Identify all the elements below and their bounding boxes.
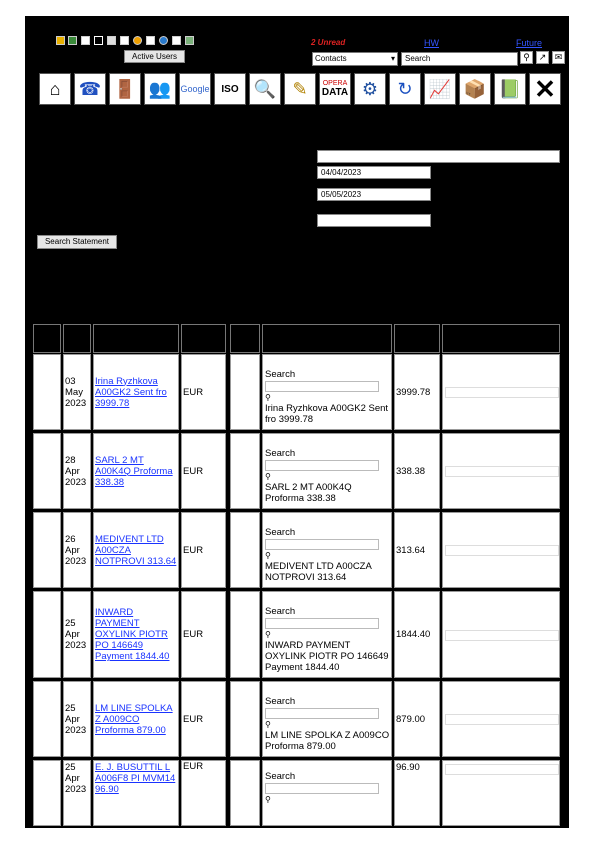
search-label: Search xyxy=(265,448,296,459)
blank-cell xyxy=(230,433,260,509)
unread-count[interactable]: 2 Unread xyxy=(311,38,346,47)
date-year: 2023 xyxy=(65,476,87,488)
transaction-link[interactable]: LM LINE SPOLKA Z A009CO Proforma 879.00 xyxy=(95,702,173,736)
search-cell xyxy=(262,760,392,826)
action-input[interactable] xyxy=(445,466,559,477)
currency-cell xyxy=(181,354,226,430)
account-field[interactable] xyxy=(317,150,560,163)
date-cell xyxy=(63,760,91,826)
date-month: Apr xyxy=(65,629,80,640)
transaction-link[interactable]: MEDIVENT LTD A00CZA NOTPROVI 313.64 xyxy=(95,533,177,567)
date-cell xyxy=(63,591,91,678)
search-icon[interactable]: ⚲ xyxy=(265,630,271,639)
amount-text: 313.64 xyxy=(396,544,426,556)
action-input[interactable] xyxy=(445,545,559,556)
row-blank-cell xyxy=(33,512,61,588)
search-cell xyxy=(262,354,392,430)
search-label: Search xyxy=(265,606,296,617)
date-cell xyxy=(63,681,91,757)
header-cell-2 xyxy=(63,324,91,353)
action-cell xyxy=(442,760,560,826)
chart-icon[interactable]: 📈 xyxy=(424,73,456,105)
home-icon[interactable]: ⌂ xyxy=(39,73,71,105)
search-label: Search xyxy=(265,527,296,538)
date-day: 25 xyxy=(65,702,76,714)
web-icon[interactable] xyxy=(159,36,168,45)
description-cell xyxy=(93,354,179,430)
search-result-text: Irina Ryzhkova A00GK2 Sent fro 3999.78 xyxy=(265,403,389,425)
amount-text: 338.38 xyxy=(396,465,426,477)
globe-icon[interactable] xyxy=(68,36,77,45)
row-search-input[interactable] xyxy=(265,618,379,629)
description-cell xyxy=(93,512,179,588)
search-statement-button[interactable]: Search Statement xyxy=(37,235,117,249)
search-icon[interactable]: ⚲ xyxy=(265,472,271,481)
amount-cell xyxy=(394,760,440,826)
date-text xyxy=(65,455,86,488)
book-icon[interactable]: 📗 xyxy=(494,73,526,105)
search-cell xyxy=(262,591,392,678)
close-icon[interactable]: ✕ xyxy=(529,73,561,105)
google-icon-text: Google xyxy=(180,84,210,94)
search-icon[interactable]: ⚲ xyxy=(520,51,533,64)
amount-cell xyxy=(394,433,440,509)
calendar-icon[interactable] xyxy=(120,36,129,45)
currency-text: EUR xyxy=(183,386,204,398)
note-icon[interactable] xyxy=(172,36,181,45)
date-day: 25 xyxy=(65,762,76,773)
table-row xyxy=(33,681,562,757)
iso-icon[interactable] xyxy=(214,73,246,105)
transaction-link[interactable]: INWARD PAYMENT OXYLINK PIOTR PO 146649 Payment 1844.40 xyxy=(95,607,170,662)
currency-cell xyxy=(181,512,226,588)
app-frame xyxy=(25,16,569,828)
bug-icon[interactable] xyxy=(94,36,103,45)
amount-text: 3999.78 xyxy=(396,386,431,398)
star-icon[interactable] xyxy=(56,36,65,45)
google-icon[interactable] xyxy=(179,73,211,105)
amount-cell xyxy=(394,354,440,430)
exit-door-icon[interactable]: 🚪 xyxy=(109,73,141,105)
search-icon[interactable]: ⚲ xyxy=(265,720,271,729)
table-row xyxy=(33,760,562,826)
search-result-text: LM LINE SPOLKA Z A009CO Proforma 879.00 xyxy=(265,730,390,752)
description-cell xyxy=(93,591,179,678)
action-cell xyxy=(442,512,560,588)
contacts-select-value: Contacts xyxy=(315,54,347,63)
data-icon[interactable] xyxy=(319,73,351,105)
date-text xyxy=(65,703,86,736)
amount-text: 1844.40 xyxy=(396,629,431,640)
currency-text: EUR xyxy=(183,629,204,640)
action-cell xyxy=(442,591,560,678)
date-from-field[interactable]: 04/04/2023 xyxy=(317,166,431,179)
row-blank-cell xyxy=(33,591,61,678)
contacts-select[interactable] xyxy=(312,52,398,66)
header-cell-5 xyxy=(230,324,260,353)
top-search-input[interactable]: Search xyxy=(401,52,518,66)
row-search-input[interactable] xyxy=(265,539,379,550)
row-search-input[interactable] xyxy=(265,460,379,471)
date-month: Apr xyxy=(65,465,80,477)
date-day: 26 xyxy=(65,533,76,545)
currency-cell xyxy=(181,681,226,757)
transaction-link[interactable]: E. J. BUSUTTIL L A006F8 PI MVM14 96.90 xyxy=(95,762,176,795)
date-day: 28 xyxy=(65,454,76,466)
data-icon-text: DATA xyxy=(321,87,349,98)
row-blank-cell xyxy=(33,354,61,430)
date-cell xyxy=(63,433,91,509)
date-cell xyxy=(63,512,91,588)
amount-cell xyxy=(394,512,440,588)
search-result-text: MEDIVENT LTD A00CZA NOTPROVI 313.64 xyxy=(265,561,372,583)
grid-icon[interactable] xyxy=(146,36,155,45)
date-year: 2023 xyxy=(65,555,87,567)
search-result-text: INWARD PAYMENT OXYLINK PIOTR PO 146649 Payment 1844.40 xyxy=(265,640,389,673)
date-text xyxy=(65,534,86,567)
date-year: 2023 xyxy=(65,640,87,651)
header-cell-4 xyxy=(181,324,226,353)
action-input[interactable] xyxy=(445,387,559,398)
edit-icon[interactable]: ✎ xyxy=(284,73,316,105)
amount-text: 96.90 xyxy=(396,762,420,773)
search-result-text: SARL 2 MT A00K4Q Proforma 338.38 xyxy=(265,482,352,504)
header-cell-8 xyxy=(442,324,560,353)
currency-text: EUR xyxy=(183,761,204,772)
blank-cell xyxy=(230,760,260,826)
table-row xyxy=(33,512,562,588)
transaction-link[interactable]: SARL 2 MT A00K4Q Proforma 338.38 xyxy=(95,454,173,488)
box-icon[interactable]: 📦 xyxy=(459,73,491,105)
currency-cell xyxy=(181,433,226,509)
date-month: Apr xyxy=(65,544,80,556)
date-text xyxy=(65,618,86,651)
amount-cell xyxy=(394,681,440,757)
description-cell xyxy=(93,681,179,757)
row-search-input[interactable] xyxy=(265,708,379,719)
settings-icon[interactable]: ⚙ xyxy=(354,73,386,105)
action-cell xyxy=(442,354,560,430)
phone-icon[interactable]: ☎ xyxy=(74,73,106,105)
currency-cell xyxy=(181,591,226,678)
search-cell xyxy=(262,433,392,509)
row-blank-cell xyxy=(33,681,61,757)
row-blank-cell xyxy=(33,760,61,826)
search-label: Search xyxy=(265,696,296,707)
search-cell xyxy=(262,512,392,588)
doc-icon[interactable] xyxy=(107,36,116,45)
date-year: 2023 xyxy=(65,397,87,409)
row-search-input[interactable] xyxy=(265,783,379,794)
mail-icon[interactable]: ✉ xyxy=(552,51,565,64)
date-day: 25 xyxy=(65,618,76,629)
currency-cell xyxy=(181,760,226,826)
search-label: Search xyxy=(265,369,296,380)
search-icon[interactable]: ⚲ xyxy=(265,795,271,804)
date-year: 2023 xyxy=(65,784,87,795)
action-cell xyxy=(442,433,560,509)
magnifier-icon[interactable]: 🔍 xyxy=(249,73,281,105)
chevron-down-icon: ▾ xyxy=(390,54,395,63)
date-text xyxy=(65,762,90,795)
transaction-link[interactable]: Irina Ryzhkova A00GK2 Sent fro 3999.78 xyxy=(95,375,167,409)
check-icon[interactable] xyxy=(81,36,90,45)
reference-field[interactable] xyxy=(317,214,431,227)
action-input[interactable] xyxy=(445,764,559,775)
date-to-field[interactable]: 05/05/2023 xyxy=(317,188,431,201)
refresh-icon[interactable]: ↻ xyxy=(389,73,421,105)
row-search-input[interactable] xyxy=(265,381,379,392)
search-icon[interactable]: ⚲ xyxy=(265,551,271,560)
date-year: 2023 xyxy=(65,724,87,736)
currency-text: EUR xyxy=(183,465,204,477)
search-cell xyxy=(262,681,392,757)
currency-text: EUR xyxy=(183,713,204,725)
active-users-button[interactable]: Active Users xyxy=(124,50,185,63)
future-link[interactable]: Future xyxy=(516,38,543,48)
search-icon[interactable]: ⚲ xyxy=(265,393,271,402)
row-blank-cell xyxy=(33,433,61,509)
leaf-icon[interactable] xyxy=(185,36,194,45)
date-day: 03 xyxy=(65,375,76,387)
blank-cell xyxy=(230,354,260,430)
sun-icon[interactable] xyxy=(133,36,142,45)
blank-cell xyxy=(230,681,260,757)
action-cell xyxy=(442,681,560,757)
date-text xyxy=(65,376,86,409)
blank-cell xyxy=(230,512,260,588)
table-row xyxy=(33,591,562,678)
amount-cell xyxy=(394,591,440,678)
currency-text: EUR xyxy=(183,544,204,556)
amount-text: 879.00 xyxy=(396,713,426,725)
search-label: Search xyxy=(265,771,296,782)
header-cell-7 xyxy=(394,324,440,353)
iso-icon-text: ISO xyxy=(221,83,239,95)
action-input[interactable] xyxy=(445,630,559,641)
description-cell xyxy=(93,433,179,509)
date-month: May xyxy=(65,386,83,398)
action-input[interactable] xyxy=(445,714,559,725)
data-icon-sub: OPERA xyxy=(322,80,348,87)
date-month: Apr xyxy=(65,713,80,725)
external-link-icon[interactable]: ↗ xyxy=(536,51,549,64)
header-cell-1 xyxy=(33,324,61,353)
date-month: Apr xyxy=(65,773,80,784)
blank-cell xyxy=(230,591,260,678)
users-icon[interactable]: 👥 xyxy=(144,73,176,105)
table-row xyxy=(33,354,562,430)
date-cell xyxy=(63,354,91,430)
hw-link[interactable]: HW xyxy=(424,38,439,48)
header-cell-6 xyxy=(262,324,392,353)
table-row xyxy=(33,433,562,509)
header-cell-3 xyxy=(93,324,179,353)
description-cell xyxy=(93,760,179,826)
